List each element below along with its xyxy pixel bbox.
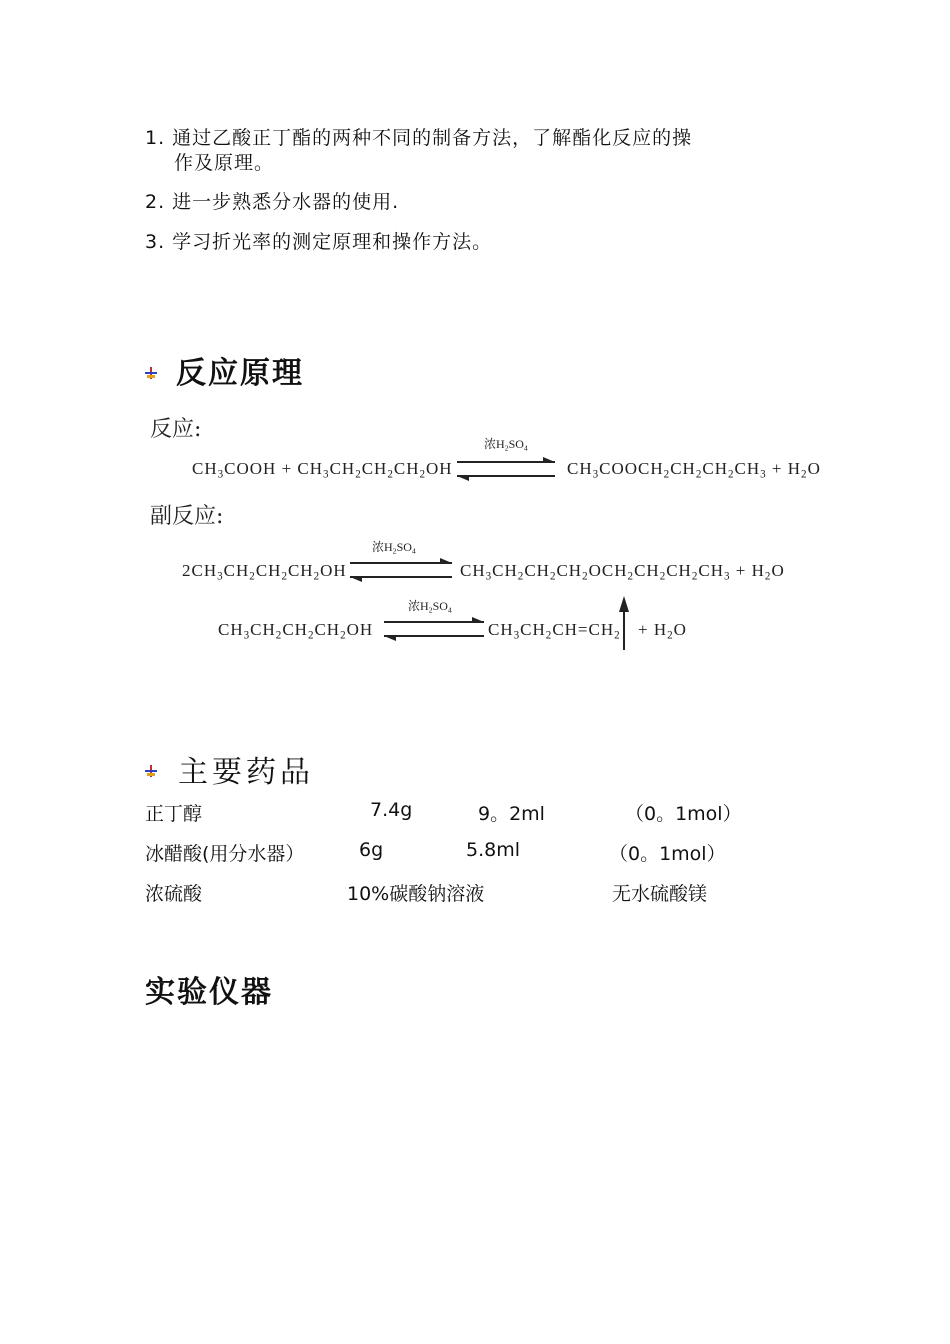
side1-catalyst: 浓$H_2SO_4$ [372,540,416,556]
objective-1-line-1: 1. 通过乙酸正丁酯的两种不同的制备方法，了解酯化反应的操 [145,127,693,149]
reagents-heading: 主要药品 [178,755,314,790]
reagent-row-2-volume: 5.8ml [466,839,521,861]
reagent-row-2-name: 冰醋酸(用分水器） [145,843,305,865]
bullet-icon [144,366,158,380]
side1-reactants: $2CH_3CH_2CH_2CH_2OH$ [182,561,347,583]
bullet-icon [144,764,158,778]
equilibrium-arrow-main [457,457,555,481]
objective-2: 2. 进一步熟悉分水器的使用. [145,191,400,213]
side2-catalyst: 浓$H_2SO_4$ [408,599,452,615]
side2-water: + $H_2O$ [638,620,687,642]
principle-heading: 反应原理 [176,356,304,391]
apparatus-heading: 实验仪器 [145,975,273,1010]
reagent-row-1-name: 正丁醇 [145,803,203,825]
side2-reactants: $CH_3CH_2CH_2CH_2OH$ [218,620,374,642]
objective-1-line-2: 作及原理。 [174,152,275,174]
reaction-label: 反应: [150,417,202,442]
reagent-row-3-item-3: 无水硫酸镁 [612,883,708,905]
main-products: $CH_3COOCH_2CH_2CH_2CH_3 + H_2O$ [567,459,821,481]
side-reaction-label: 副反应: [150,504,224,529]
main-catalyst: 浓$H_2SO_4$ [484,437,528,453]
reagent-row-3-name: 浓硫酸 [145,883,203,905]
equilibrium-arrow-side-2 [384,617,484,641]
main-reactants: $CH_3COOH + CH_3CH_2CH_2CH_2OH$ [192,459,453,481]
side2-products: $CH_3CH_2CH=CH_2$ [488,620,621,642]
objective-3: 3. 学习折光率的测定原理和操作方法。 [145,231,493,253]
reagent-row-1-mass: 7.4g [370,799,413,821]
reagent-row-1-mol: （0。1mol） [625,803,742,825]
reagent-row-2-mol: （0。1mol） [609,843,726,865]
side1-products: $CH_3CH_2CH_2CH_2OCH_2CH_2CH_2CH_3 + H_2O$ [460,561,785,583]
equilibrium-arrow-side-1 [350,558,452,582]
reagent-row-2-mass: 6g [359,839,384,861]
reagent-row-3-item-2: 10%碳酸钠溶液 [347,883,485,905]
reagent-row-1-volume: 9。2ml [478,803,545,825]
